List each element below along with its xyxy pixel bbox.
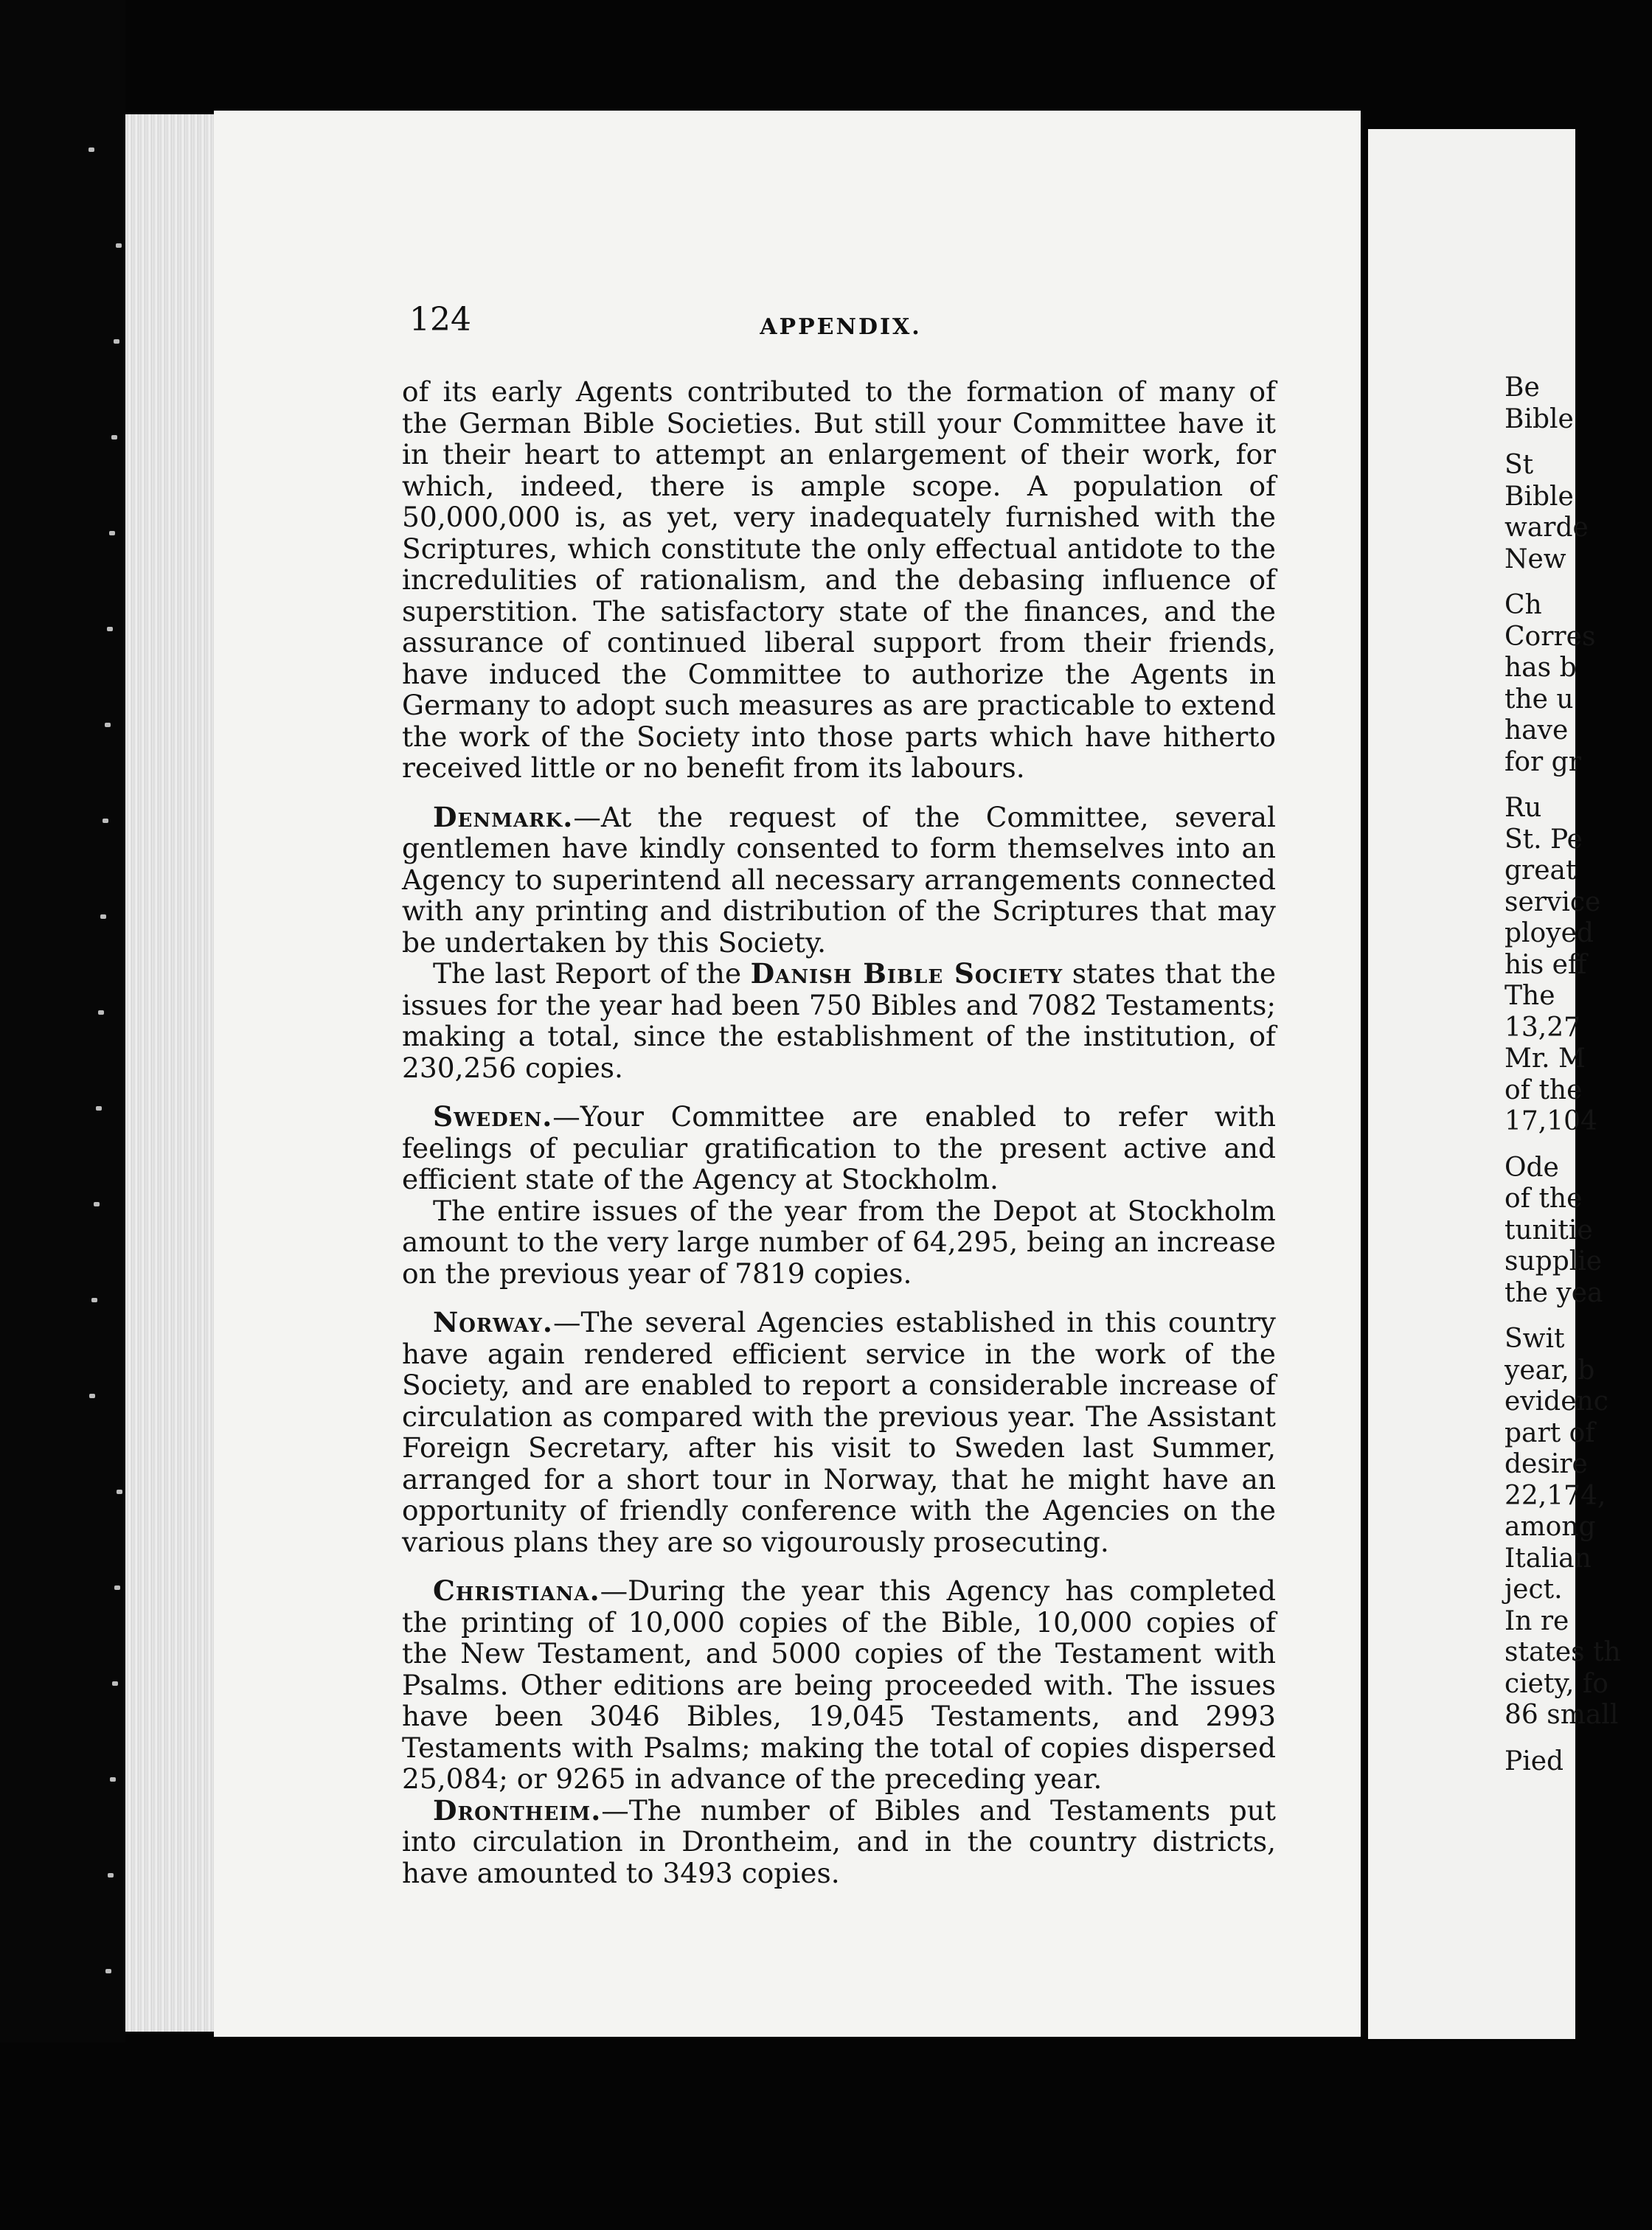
right-page-line: Pied	[1504, 1746, 1564, 1776]
right-page-line: Swit	[1504, 1324, 1565, 1354]
scan-speck	[94, 1202, 100, 1206]
scan-speck	[105, 1969, 111, 1973]
right-page-line: New	[1504, 543, 1566, 574]
right-page-line	[1504, 575, 1652, 590]
right-page-line: has b	[1504, 653, 1577, 683]
scan-speck	[108, 1873, 114, 1878]
right-page-line: Mr. M	[1504, 1043, 1586, 1074]
right-page-line: The	[1504, 981, 1555, 1011]
scan-speck	[96, 1106, 102, 1111]
scan-speck	[111, 435, 117, 440]
right-page-line: Corres	[1504, 621, 1596, 652]
page-header	[409, 295, 1272, 354]
right-page-line	[1504, 778, 1652, 793]
right-page-line: part of	[1504, 1417, 1595, 1448]
right-page-line: for gr	[1504, 746, 1581, 777]
paragraph-text: states that the issues for the year had been 750 Bibles and 7082 Testaments; making a total, since the establishment of the institution, of 230,256 copies.	[402, 957, 1277, 1084]
scan-speck	[98, 1010, 104, 1015]
right-page-line: 13,27	[1504, 1012, 1581, 1043]
right-page-line: desire	[1504, 1449, 1588, 1479]
scan-speck	[88, 147, 94, 152]
right-page-line: Ru	[1504, 793, 1542, 823]
running-title: APPENDIX.	[760, 314, 922, 340]
paragraph-text: The entire issues of the year from the Depot at Stockholm amount to the very large number of 64,295, being an increase on the previous year of 7819 copies.	[402, 1194, 1276, 1290]
paragraph-text: —During the year this Agency has completed the printing of 10,000 copies of the Bible, 10,000 copies of the New Testament, and 5000 copies of the Testament with Psalms. Other editions are being proceeded with. The issues have been 3046 Bibles, 19,045 Testaments, and 2993 Testaments with Psalms; making the total of copies dispersed 25,084; or 9265 in advance of the preceding year.	[402, 1574, 1276, 1795]
right-page-line: evidenc	[1504, 1386, 1608, 1417]
right-page-line: Italian	[1504, 1543, 1592, 1574]
right-page-text	[1504, 372, 1652, 1777]
page-number: 124	[409, 301, 471, 338]
right-page-line: service	[1504, 886, 1601, 917]
paragraph-text: of its early Agents contributed to the formation of many of the German Bible Societies. But still your Committee have it in their heart to attempt an enlargement of their work, for which, indeed, there is ample scope. A population of 50,000,000 is, as yet, very inadequately furnished with the Scriptures, which constitute the only effectual antidote to the incredulities of rationalism, and the debasing influence of superstition. The satisfactory state of the finances, and the assurance of continued liberal support from their friends, have induced the Committee to authorize the Agents in Germany to adopt such measures as are practicable to extend the work of the Society into those parts which have hitherto received little or no benefit from its labours.	[402, 375, 1276, 784]
right-page-line: of the	[1504, 1184, 1583, 1214]
paragraph-christiana	[402, 1575, 1276, 1795]
paragraph-text: —The several Agencies established in this country have again rendered efficient service in the work of the Society, and are enabled to report a considerable increase of circulation as compared with the previous year. The Assistant Foreign Secretary, after his visit to Sweden last Summer, arranged for a short tour in Norway, that he might have an opportunity of friendly conference with the Agencies on the various plans they are so vigourously prosecuting.	[402, 1306, 1276, 1558]
scan-speck	[107, 627, 113, 631]
right-page-line: Bible	[1504, 481, 1574, 512]
right-page-line: St	[1504, 450, 1534, 480]
danish-bible-society: Danish Bible Society	[750, 957, 1063, 990]
section-head-christiana: Christiana.	[433, 1574, 600, 1607]
paragraph-drontheim	[402, 1795, 1276, 1889]
scan-margin	[0, 0, 125, 2230]
paragraph-danish-society	[402, 958, 1276, 1083]
right-page-line: 86 small	[1504, 1700, 1619, 1730]
right-page-line: year, b	[1504, 1355, 1595, 1386]
paragraph-stockholm	[402, 1195, 1276, 1290]
paragraph-text: —The number of Bibles and Testaments put into circulation in Drontheim, and in the country districts, have amounted to 3493 copies.	[402, 1793, 1276, 1889]
right-page-line: 17,104	[1504, 1106, 1597, 1136]
paragraph-text: —Your Committee are enabled to refer with feelings of peculiar gratification to the present active and efficient state of the Agency at Stockholm.	[402, 1100, 1276, 1195]
scan-speck	[91, 1298, 97, 1302]
paragraph-text: —At the request of the Committee, several gentlemen have kindly consented to form themselves into an Agency to superintend all necessary arrangements connected with any printing and distribution of the Scriptures that may be undertaken by this Society.	[402, 800, 1276, 959]
right-page-line: great	[1504, 855, 1577, 886]
right-page-line	[1504, 1309, 1652, 1324]
right-page-line: Be	[1504, 372, 1540, 403]
right-page-line: ployed	[1504, 918, 1594, 948]
right-page-line	[1504, 1731, 1652, 1746]
right-page-line: ciety, fo	[1504, 1668, 1608, 1699]
right-page-line: In re	[1504, 1605, 1569, 1636]
paragraph-intro	[402, 376, 1276, 784]
scan-speck	[117, 1490, 122, 1494]
right-page-line: 22,174,	[1504, 1480, 1606, 1511]
scan-speck	[89, 1394, 95, 1398]
scan-speck	[114, 339, 119, 344]
scan-speck	[109, 531, 115, 535]
right-page-line: St. Pe	[1504, 824, 1583, 855]
paragraph-sweden	[402, 1101, 1276, 1195]
right-page-line	[1504, 1138, 1652, 1153]
page-edges	[125, 114, 214, 2032]
scan-speck	[100, 914, 106, 919]
scan-speck	[105, 723, 111, 727]
section-head-norway: Norway.	[433, 1306, 553, 1338]
scan-speck	[110, 1777, 116, 1782]
paragraph-denmark	[402, 802, 1276, 959]
right-page-line: Ch	[1504, 590, 1542, 620]
right-page-line: the u	[1504, 684, 1574, 715]
section-head-denmark: Denmark.	[433, 800, 574, 833]
scan-bottom-margin	[0, 2043, 1575, 2230]
right-page-line: states th	[1504, 1637, 1621, 1667]
right-page-line: ject.	[1504, 1574, 1563, 1605]
right-page-line: tunitie	[1504, 1215, 1593, 1246]
section-head-sweden: Sweden.	[433, 1100, 553, 1133]
right-page-line: the yea	[1504, 1277, 1603, 1308]
scan-speck	[112, 1681, 118, 1686]
scan-speck	[114, 1585, 120, 1590]
scan-speck	[116, 243, 122, 248]
right-page-line: of the	[1504, 1074, 1583, 1105]
right-page-line: supplie	[1504, 1246, 1603, 1276]
right-page-line: Bible	[1504, 403, 1574, 434]
scan-speck	[103, 819, 108, 823]
paragraph-norway	[402, 1307, 1276, 1557]
right-page-line	[1504, 435, 1652, 450]
right-page-line: his eff	[1504, 949, 1587, 980]
right-page-line: have	[1504, 715, 1569, 746]
section-head-drontheim: Drontheim.	[433, 1793, 602, 1827]
body-text	[402, 376, 1276, 1889]
paragraph-text: The last Report of the	[433, 957, 751, 990]
right-page-line: Ode	[1504, 1152, 1559, 1183]
right-page-line: among	[1504, 1512, 1596, 1542]
right-page-line: warde	[1504, 513, 1589, 543]
